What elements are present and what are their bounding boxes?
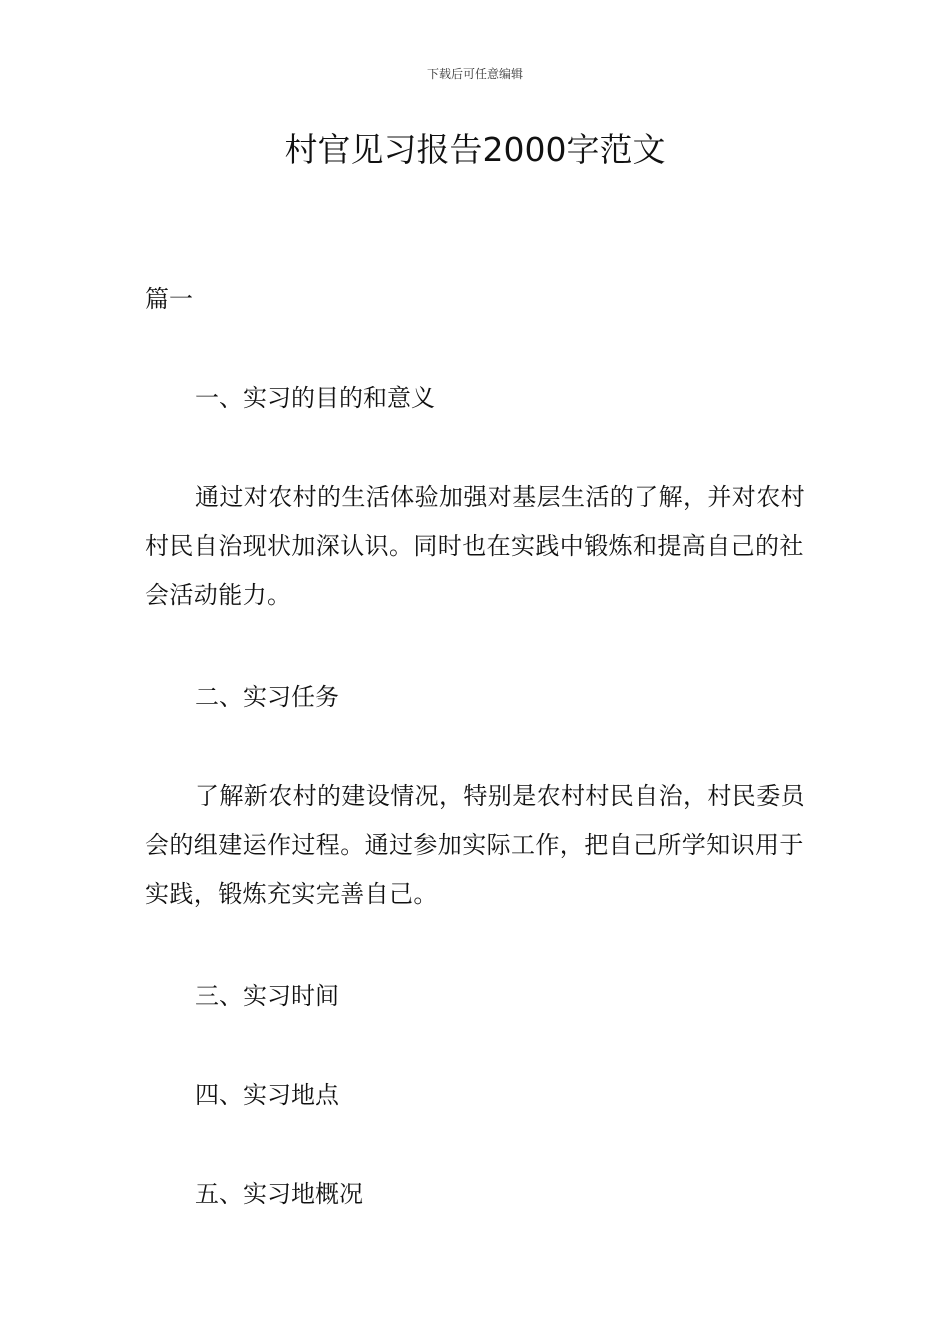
document-title: 村官见习报告2000字范文 (284, 130, 666, 169)
heading-tasks: 二、实习任务 (195, 683, 339, 711)
header-note: 下载后可任意编辑 (426, 67, 523, 81)
paragraph-tasks: 了解新农村的建设情况，特别是农村村民自治，村民委员会的组建运作过程。通过参加实际工作，把自己所学知识用于实践，锻炼充实完善自己。 (145, 782, 805, 908)
heading-time: 三、实习时间 (195, 982, 339, 1010)
heading-overview: 五、实习地概况 (195, 1180, 363, 1208)
heading-purpose: 一、实习的目的和意义 (195, 384, 435, 412)
heading-location: 四、实习地点 (195, 1081, 339, 1109)
paragraph-purpose: 通过对农村的生活体验加强对基层生活的了解，并对农村村民自治现状加深认识。同时也在实践中锻炼和提高自己的社会活动能力。 (145, 483, 805, 609)
section-label: 篇一 (145, 285, 193, 313)
